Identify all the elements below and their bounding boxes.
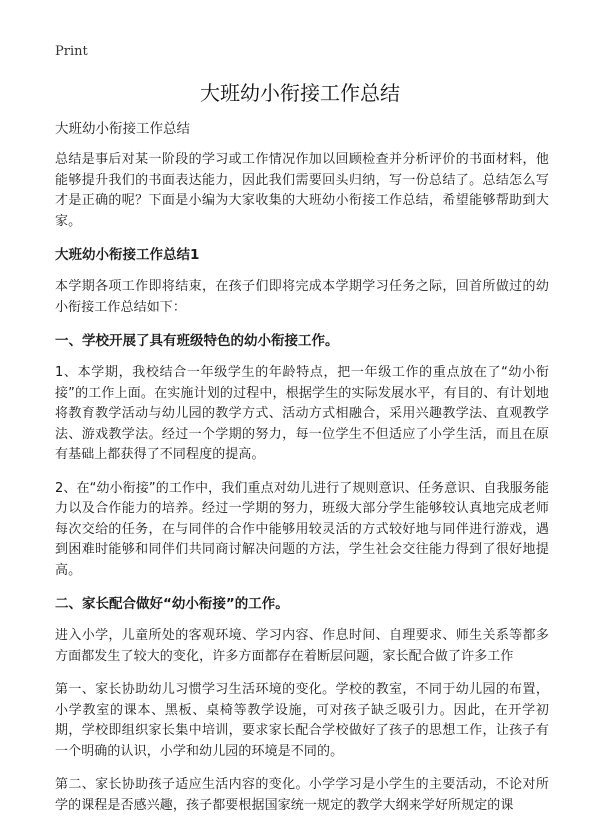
section-heading: 大班幼小衔接工作总结1 [55, 247, 200, 263]
paragraph: 2、在“幼小衔接”的工作中，我们重点对幼儿进行了规则意识、任务意识、自我服务能力以及合作能力的培养。经过一学期的努力，班级大部分学生能够较认真地完成老师每次交给的任务，在与同伴的合作中能够用较灵活的方式较好地与同伴进行游戏，遇到困难时能够和同伴们共同商讨解决问题的方法，学生社会交往能力得到了很好地提高。 [55, 480, 549, 578]
page-title: 大班幼小衔接工作总结 [200, 81, 400, 105]
print-link[interactable]: Print [55, 44, 88, 59]
intro-paragraph: 总结是事后对某一阶段的学习或工作情况作加以回顾检查并分析评价的书面材料，他能够提升我们的书面表达能力，因此我们需要回头归纳，写一份总结了。总结怎么写才是正确的呢？下面是小编为大家收集的大班幼小衔接工作总结，希望能够帮助到大家。 [55, 152, 549, 229]
subsection-heading: 一、学校开展了具有班级特色的幼小衔接工作。 [55, 333, 339, 349]
paragraph: 1、本学期，我校结合一年级学生的年龄特点，把一年级工作的重点放在了“幼小衔接”的工作上面。在实施计划的过程中，根据学生的实际发展水平，有目的、有计划地将教育教学活动与幼儿园的教学方式、活动方式相融合，采用兴趣教学法、直观教学法、游戏教学法。经过一个学期的努力，每一位学生不但适应了小学生活，而且在原有基础上都获得了不同程度的提高。 [55, 365, 549, 462]
paragraph: 进入小学，儿童所处的客观环境、学习内容、作息时间、自理要求、师生关系等都多方面都发生了较大的变化，许多方面都存在着断层问题，家长配合做了许多工作 [55, 628, 549, 664]
paragraph: 第二、家长协助孩子适应生活内容的变化。小学学习是小学生的主要活动，不论对所学的课程是否感兴趣，孩子都要根据国家统一规定的教学大纲来学好所规定的课 [55, 777, 549, 813]
paragraph: 第一、家长协助幼儿习惯学习生活环境的变化。学校的教室，不同于幼儿园的布置，小学教室的课本、黑板、桌椅等教学设施，可对孩子缺乏吸引力。因此，在开学初期，学校即组织家长集中培训，要求家长配合学校做好了孩子的思想工作，让孩子有一个明确的认识，小学和幼儿园的环境是不同的。 [55, 682, 549, 759]
subsection-heading: 二、家长配合做好“幼小衔接”的工作。 [55, 596, 289, 612]
document-body [55, 150, 549, 829]
paragraph: 本学期各项工作即将结束，在孩子们即将完成本学期学习任务之际，回首所做过的幼小衔接工作总结如下： [55, 279, 549, 315]
document-subtitle: 大班幼小衔接工作总结 [55, 121, 190, 137]
